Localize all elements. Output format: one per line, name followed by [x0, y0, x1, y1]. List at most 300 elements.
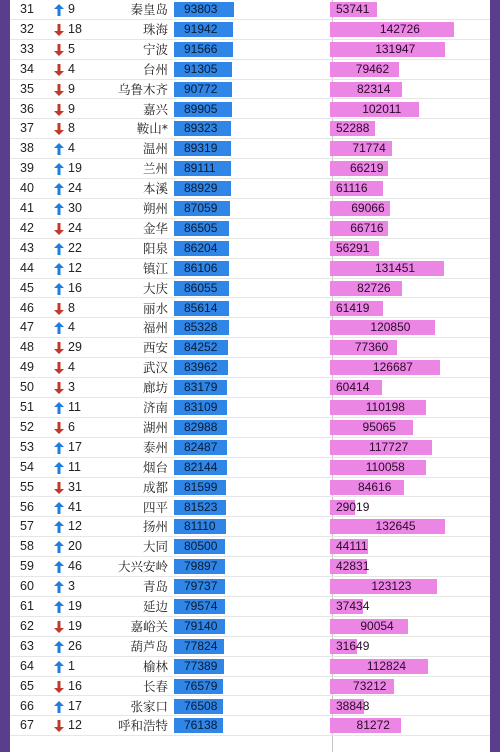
value2-bar — [330, 161, 388, 176]
rank-change: 5 — [68, 41, 75, 56]
rank-number: 46 — [20, 300, 34, 315]
rank-number: 66 — [20, 698, 34, 713]
rank-change: 12 — [68, 718, 82, 733]
arrow-down-icon — [54, 681, 64, 693]
value1-label: 87059 — [184, 201, 218, 215]
rank-change: 3 — [68, 380, 75, 395]
table-row — [10, 119, 490, 139]
rank-change: 8 — [68, 300, 75, 315]
rank-number: 50 — [20, 380, 34, 395]
city-name: 济南 — [142, 400, 168, 415]
rank-number: 57 — [20, 519, 34, 534]
value1-bar — [174, 121, 231, 136]
table-row — [10, 40, 490, 60]
rank-number: 35 — [20, 81, 34, 96]
rank-change: 1 — [68, 658, 75, 673]
value2-bar — [330, 539, 368, 554]
value1-label: 83962 — [184, 360, 218, 375]
rank-change: 11 — [68, 459, 81, 474]
value1-label: 86055 — [184, 280, 218, 295]
value1-bar — [174, 480, 226, 495]
rank-number: 34 — [20, 61, 34, 76]
value1-label: 81599 — [184, 479, 218, 494]
value1-label: 85328 — [184, 320, 218, 335]
table-row — [10, 657, 490, 677]
value1-bar — [174, 141, 231, 156]
value2-bar — [330, 480, 404, 495]
value2-bar — [330, 659, 428, 674]
value1-bar — [174, 460, 227, 475]
rank-change: 24 — [68, 220, 82, 235]
table-row — [10, 537, 490, 557]
table-row — [10, 478, 490, 498]
rank-change: 29 — [68, 340, 82, 355]
value1-bar — [174, 161, 231, 176]
city-name: 乌鲁木齐 — [117, 81, 168, 97]
city-name: 珠海 — [142, 21, 168, 37]
arrow-up-icon — [54, 541, 64, 553]
value1-label: 90772 — [184, 81, 218, 96]
value2-bar — [330, 400, 426, 415]
value2-bar — [330, 499, 370, 515]
value1-bar — [174, 440, 227, 455]
table-row — [10, 279, 490, 299]
value1-label: 83179 — [184, 380, 218, 395]
value1-label: 91566 — [184, 41, 218, 56]
table-row — [10, 677, 490, 697]
value2-label: 110058 — [365, 459, 405, 474]
table-row — [10, 398, 490, 418]
rank-change: 22 — [68, 240, 82, 255]
rank-change: 4 — [68, 61, 75, 76]
value2-label: 73212 — [353, 678, 387, 693]
arrow-down-icon — [54, 342, 64, 354]
table-row — [10, 637, 490, 657]
value1-bar — [174, 301, 229, 316]
value1-label: 85614 — [184, 300, 218, 315]
arrow-down-icon — [54, 720, 64, 732]
value1-label: 77389 — [184, 658, 218, 673]
value1-bar — [174, 500, 226, 515]
arrow-down-icon — [54, 422, 64, 434]
value2-label: 66716 — [350, 220, 384, 235]
rank-change: 9 — [68, 2, 75, 16]
table-row — [10, 299, 490, 319]
value2-bar — [330, 42, 445, 57]
arrow-down-icon — [54, 24, 64, 36]
rank-change: 20 — [68, 539, 82, 554]
value2-label: 81272 — [356, 718, 390, 733]
value2-label: 102011 — [362, 101, 402, 116]
value2-label: 117727 — [369, 439, 409, 454]
value1-bar — [174, 42, 233, 57]
rank-number: 36 — [20, 101, 34, 116]
city-name: 宁波 — [142, 41, 168, 57]
value2-bar — [330, 221, 388, 236]
city-name: 大同 — [142, 539, 168, 555]
value2-label: 131947 — [375, 41, 416, 56]
table-row — [10, 716, 490, 736]
value2-bar — [330, 460, 426, 475]
table-row — [10, 438, 490, 458]
value1-bar — [174, 261, 229, 276]
arrow-down-icon — [54, 104, 64, 116]
value2-label: 31649 — [336, 638, 370, 653]
value1-label: 82988 — [184, 419, 218, 434]
city-name: 呼和浩特 — [117, 718, 168, 734]
rank-number: 52 — [20, 419, 34, 434]
rank-number: 56 — [20, 499, 34, 514]
table-row — [10, 0, 490, 20]
value2-bar — [330, 679, 394, 694]
arrow-up-icon — [54, 183, 64, 195]
value2-label: 126687 — [372, 360, 413, 375]
value2-label: 110198 — [365, 400, 405, 414]
value1-bar — [174, 619, 225, 634]
rank-change: 31 — [68, 479, 82, 494]
rank-change: 12 — [68, 260, 82, 275]
value2-bar — [330, 599, 370, 614]
value2-label: 142726 — [379, 21, 420, 36]
rank-change: 9 — [68, 81, 75, 96]
value2-bar — [330, 420, 413, 435]
value2-bar — [330, 619, 408, 634]
rank-number: 43 — [20, 240, 34, 255]
rank-change: 11 — [68, 400, 81, 414]
rank-change: 16 — [68, 678, 82, 693]
rank-number: 63 — [20, 638, 34, 653]
value2-bar — [330, 638, 370, 654]
arrow-down-icon — [54, 223, 64, 235]
value1-bar — [174, 659, 224, 674]
table-row — [10, 20, 490, 40]
value1-bar — [174, 82, 232, 97]
value1-label: 79574 — [184, 599, 218, 613]
value2-label: 71774 — [352, 141, 386, 156]
table-row — [10, 697, 490, 717]
rank-change: 17 — [68, 439, 82, 454]
table-row — [10, 139, 490, 159]
rank-number: 53 — [20, 439, 34, 454]
value1-label: 89319 — [184, 141, 218, 156]
rank-number: 39 — [20, 161, 34, 176]
arrow-up-icon — [54, 263, 64, 275]
value2-bar — [330, 261, 444, 276]
rank-number: 64 — [20, 658, 34, 673]
value2-label: 52288 — [336, 121, 370, 136]
value2-label: 42831 — [336, 559, 370, 574]
city-name: 成都 — [142, 479, 168, 495]
value2-label: 112824 — [366, 658, 407, 673]
city-name: 烟台 — [142, 459, 168, 475]
arrow-down-icon — [54, 44, 64, 56]
value2-bar — [330, 121, 375, 136]
value1-bar — [174, 22, 233, 37]
value2-label: 132645 — [375, 519, 416, 534]
table-row — [10, 557, 490, 577]
table-row — [10, 617, 490, 637]
value1-bar — [174, 579, 225, 594]
value1-label: 88929 — [184, 181, 218, 196]
city-name: 嘉峪关 — [130, 618, 168, 634]
table-row — [10, 239, 490, 259]
value1-bar — [174, 340, 228, 355]
table-row — [10, 358, 490, 378]
table-row — [10, 159, 490, 179]
table-row — [10, 418, 490, 438]
rank-change: 4 — [68, 320, 75, 335]
city-name: 秦皇岛 — [130, 2, 168, 17]
value2-label: 60414 — [336, 380, 370, 395]
value1-bar — [174, 320, 229, 335]
arrow-up-icon — [54, 402, 64, 414]
rank-number: 54 — [20, 459, 34, 474]
value2-label: 77360 — [354, 340, 389, 355]
rank-change: 4 — [68, 360, 75, 375]
value2-label: 38848 — [336, 698, 370, 713]
value1-bar — [174, 420, 227, 435]
value1-bar — [174, 380, 227, 395]
rank-number: 51 — [20, 400, 34, 414]
value1-bar — [174, 559, 225, 574]
value1-label: 93803 — [184, 2, 218, 16]
value2-bar — [330, 181, 383, 196]
city-name: 本溪 — [142, 181, 168, 197]
city-name: 温州 — [142, 141, 168, 157]
value2-bar — [330, 320, 435, 335]
value1-label: 77824 — [184, 638, 218, 653]
city-name: 大庆 — [142, 280, 168, 296]
rank-number: 55 — [20, 479, 34, 494]
city-name: 四平 — [142, 499, 168, 515]
value1-bar — [174, 201, 230, 216]
value2-label: 131451 — [375, 260, 416, 275]
city-name: 朔州 — [142, 201, 168, 216]
value2-label: 82314 — [357, 81, 391, 96]
value1-label: 76138 — [184, 718, 218, 733]
rank-change: 18 — [68, 21, 82, 36]
rank-number: 40 — [20, 181, 34, 196]
table-row — [10, 100, 490, 120]
rank-change: 30 — [68, 201, 82, 215]
value2-label: 69066 — [351, 201, 385, 215]
city-name: 廊坊 — [142, 380, 168, 396]
rank-change: 19 — [68, 618, 82, 633]
value1-bar — [174, 639, 224, 654]
value2-label: 120850 — [370, 320, 411, 335]
city-name: 葫芦岛 — [130, 638, 168, 654]
city-name: 延边 — [142, 599, 168, 614]
arrow-up-icon — [54, 561, 64, 573]
value2-bar — [330, 698, 370, 714]
arrow-down-icon — [54, 621, 64, 633]
city-name: 泰州 — [142, 439, 168, 455]
value1-label: 89905 — [184, 101, 218, 116]
city-name: 西安 — [142, 340, 168, 356]
rank-number: 41 — [20, 201, 34, 215]
rank-number: 31 — [20, 2, 34, 16]
rank-number: 33 — [20, 41, 34, 56]
value2-bar — [330, 82, 402, 97]
rank-number: 47 — [20, 320, 34, 335]
value1-label: 86505 — [184, 220, 218, 235]
table-row — [10, 80, 490, 100]
value1-label: 91942 — [184, 21, 218, 36]
rank-change: 9 — [68, 101, 75, 116]
value1-bar — [174, 400, 227, 415]
value1-bar — [174, 718, 223, 733]
rank-change: 16 — [68, 280, 82, 295]
rank-change: 24 — [68, 181, 82, 196]
rank-number: 58 — [20, 539, 34, 554]
value2-label: 84616 — [358, 479, 392, 494]
table-row — [10, 179, 490, 199]
value1-label: 79737 — [184, 579, 218, 594]
table-row — [10, 60, 490, 80]
rank-change: 3 — [68, 579, 75, 594]
value1-label: 79897 — [184, 559, 218, 574]
arrow-up-icon — [54, 641, 64, 653]
value2-bar — [330, 22, 454, 37]
city-name: 鞍山* — [136, 121, 168, 137]
rank-number: 38 — [20, 141, 34, 156]
city-name: 镇江 — [142, 260, 168, 276]
value1-bar — [174, 360, 228, 375]
arrow-up-icon — [54, 143, 64, 155]
value1-label: 79140 — [184, 618, 218, 633]
arrow-down-icon — [54, 303, 64, 315]
value1-bar — [174, 102, 232, 117]
arrow-down-icon — [54, 362, 64, 374]
city-name: 阳泉 — [142, 240, 168, 256]
arrow-up-icon — [54, 502, 64, 514]
arrow-up-icon — [54, 601, 64, 613]
value2-bar — [330, 141, 392, 156]
arrow-down-icon — [54, 482, 64, 494]
arrow-down-icon — [54, 123, 64, 135]
value1-label: 76508 — [184, 698, 218, 713]
arrow-down-icon — [54, 382, 64, 394]
table-row — [10, 318, 490, 338]
value2-bar — [330, 559, 370, 574]
rank-number: 49 — [20, 360, 34, 375]
city-name: 福州 — [142, 320, 168, 336]
value2-bar — [330, 2, 377, 17]
value2-label: 29019 — [336, 499, 370, 514]
value1-bar — [174, 62, 232, 77]
table-row — [10, 378, 490, 398]
arrow-up-icon — [54, 163, 64, 175]
value1-label: 81523 — [184, 499, 218, 514]
value1-bar — [174, 519, 226, 534]
value2-bar — [330, 62, 399, 77]
city-name: 丽水 — [142, 300, 168, 316]
rank-change: 41 — [68, 499, 82, 514]
city-name: 张家口 — [130, 698, 168, 714]
city-name: 扬州 — [142, 519, 168, 535]
value2-label: 56291 — [336, 240, 370, 255]
rank-number: 48 — [20, 340, 34, 355]
rank-change: 8 — [68, 121, 75, 136]
arrow-up-icon — [54, 203, 64, 215]
arrow-up-icon — [54, 701, 64, 713]
arrow-down-icon — [54, 84, 64, 96]
arrow-up-icon — [54, 283, 64, 295]
value1-bar — [174, 599, 225, 614]
value1-label: 86204 — [184, 240, 218, 255]
arrow-up-icon — [54, 581, 64, 593]
rank-change: 26 — [68, 638, 82, 653]
value1-bar — [174, 699, 223, 714]
rank-change: 17 — [68, 698, 82, 713]
value2-label: 90054 — [360, 618, 394, 633]
rank-change: 6 — [68, 419, 75, 434]
value2-bar — [330, 519, 445, 534]
value1-label: 76579 — [184, 678, 218, 693]
rank-number: 32 — [20, 21, 34, 36]
value2-label: 82726 — [357, 280, 391, 295]
rank-change: 19 — [68, 599, 82, 613]
value1-label: 89111 — [184, 161, 216, 176]
city-name: 青岛 — [142, 579, 168, 595]
arrow-up-icon — [54, 442, 64, 454]
table-row — [10, 577, 490, 597]
rank-number: 67 — [20, 718, 34, 733]
rank-number: 59 — [20, 559, 34, 574]
value2-bar — [330, 241, 379, 256]
value1-label: 81110 — [184, 519, 216, 534]
table-row — [10, 259, 490, 279]
arrow-down-icon — [54, 64, 64, 76]
city-name: 湖州 — [142, 419, 168, 435]
value2-bar — [330, 579, 437, 594]
value1-label: 89323 — [184, 121, 218, 136]
rank-number: 60 — [20, 579, 34, 594]
value2-bar — [330, 301, 383, 316]
value2-bar — [330, 360, 440, 375]
arrow-up-icon — [54, 4, 64, 16]
value1-label: 83109 — [184, 400, 218, 414]
rank-number: 42 — [20, 220, 34, 235]
value2-bar — [330, 281, 402, 296]
arrow-up-icon — [54, 521, 64, 533]
value1-label: 91305 — [184, 61, 218, 76]
rank-change: 12 — [68, 519, 82, 534]
rank-number: 44 — [20, 260, 34, 275]
table-row — [10, 458, 490, 478]
value2-bar — [330, 440, 432, 455]
arrow-up-icon — [54, 322, 64, 334]
value1-label: 84252 — [184, 340, 218, 355]
value2-label: 95065 — [362, 419, 396, 434]
rank-number: 62 — [20, 618, 34, 633]
rank-number: 37 — [20, 121, 34, 136]
city-name: 武汉 — [142, 360, 168, 376]
rank-change: 46 — [68, 559, 82, 574]
city-name: 长春 — [142, 678, 168, 694]
arrow-up-icon — [54, 661, 64, 673]
value2-label: 79462 — [355, 61, 390, 76]
value2-bar — [330, 718, 401, 733]
table-row — [10, 597, 490, 617]
rank-number: 65 — [20, 678, 34, 693]
value2-label: 53741 — [336, 2, 370, 16]
table-row — [10, 338, 490, 358]
value1-bar — [174, 281, 229, 296]
arrow-up-icon — [54, 243, 64, 255]
value2-bar — [330, 340, 397, 355]
rank-number: 61 — [20, 599, 34, 613]
